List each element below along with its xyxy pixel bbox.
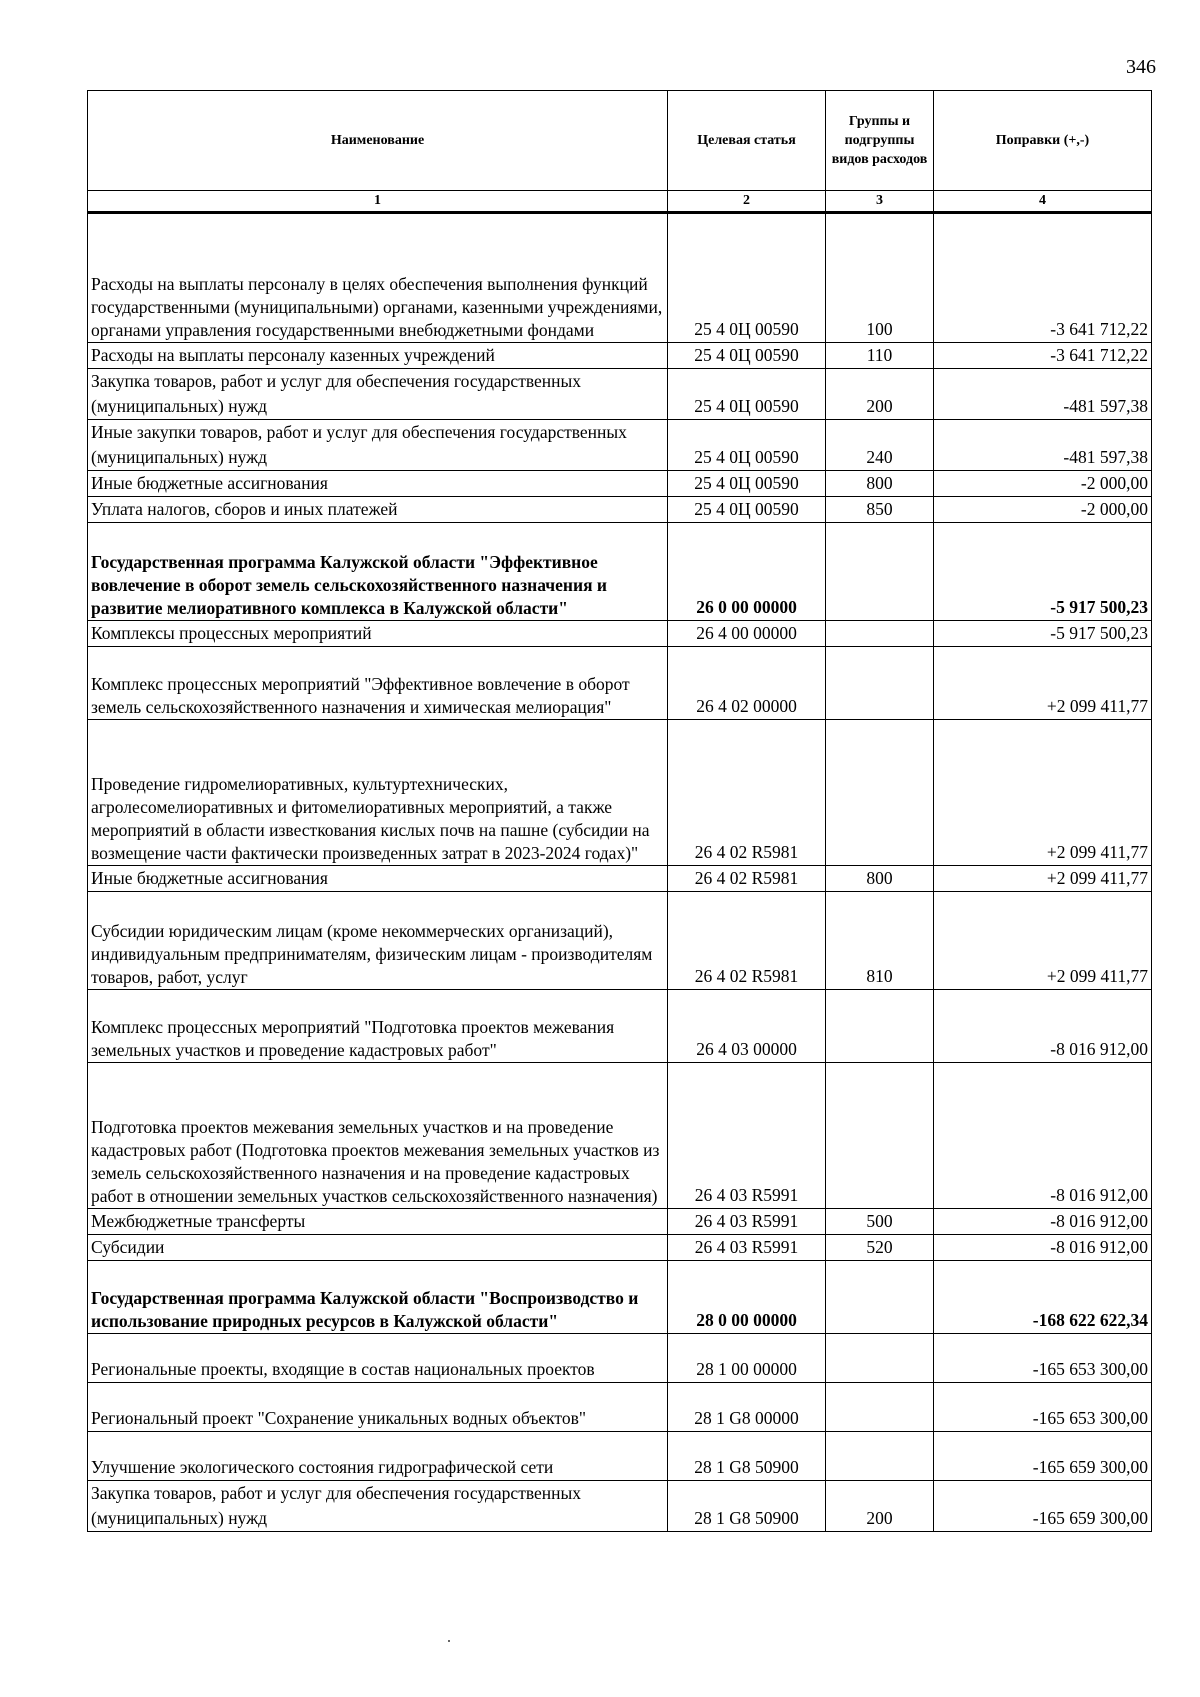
row-expense-group-cell: [826, 990, 934, 1063]
header-target-article: Целевая статья: [668, 91, 826, 191]
row-amount-cell: -5 917 500,23: [934, 523, 1152, 621]
row-target-article-cell: 26 4 03 00000: [668, 990, 826, 1063]
row-expense-group-cell: 110: [826, 343, 934, 369]
row-target-article-cell: 26 4 00 00000: [668, 621, 826, 647]
table-row: [88, 1063, 1152, 1209]
row-target-article-cell: 25 4 0Ц 00590: [668, 471, 826, 497]
row-amount-cell: -481 597,38: [934, 369, 1152, 420]
scan-speck: [448, 1640, 450, 1642]
table-row: [88, 1383, 1152, 1432]
row-amount-cell: -165 653 300,00: [934, 1383, 1152, 1432]
table-row: [88, 720, 1152, 866]
row-amount-cell: -165 659 300,00: [934, 1481, 1152, 1532]
row-target-article-cell: 25 4 0Ц 00590: [668, 420, 826, 471]
budget-table: [87, 90, 1152, 1532]
table-row: [88, 647, 1152, 720]
table-row: [88, 420, 1152, 471]
row-amount-cell: +2 099 411,77: [934, 892, 1152, 990]
header-amendments: Поправки (+,-): [934, 91, 1152, 191]
row-name-cell: Улучшение экологического состояния гидрографической сети: [88, 1432, 668, 1481]
row-amount-cell: -8 016 912,00: [934, 1063, 1152, 1209]
row-target-article-cell: 26 4 02 R5981: [668, 866, 826, 892]
table-row: [88, 1432, 1152, 1481]
row-name-cell: Государственная программа Калужской области "Эффективное вовлечение в оборот земель сельскохозяйственного назначения и развитие мелиоративного комплекса в Калужской области": [88, 523, 668, 621]
table-row: [88, 621, 1152, 647]
row-target-article-cell: 28 1 00 00000: [668, 1334, 826, 1383]
row-name-cell: Региональные проекты, входящие в состав национальных проектов: [88, 1334, 668, 1383]
row-expense-group-cell: 850: [826, 497, 934, 523]
row-amount-cell: -8 016 912,00: [934, 1209, 1152, 1235]
table-row: [88, 1235, 1152, 1261]
column-number: 1: [88, 191, 668, 213]
table-row: [88, 1261, 1152, 1334]
row-target-article-cell: 26 0 00 00000: [668, 523, 826, 621]
row-amount-cell: -5 917 500,23: [934, 621, 1152, 647]
row-amount-cell: +2 099 411,77: [934, 720, 1152, 866]
column-number: 4: [934, 191, 1152, 213]
column-number-row: [88, 191, 1152, 213]
row-target-article-cell: 26 4 03 R5991: [668, 1235, 826, 1261]
header-expense-groups: Группы и подгруппы видов расходов: [826, 91, 934, 191]
row-target-article-cell: 28 1 G8 50900: [668, 1432, 826, 1481]
row-name-cell: Проведение гидромелиоративных, культуртехнических, агролесомелиоративных и фитомелиоративных мероприятий, а также мероприятий в области известкования кислых почв на пашне (субсидии на возмещение части фактически произведенных затрат в 2023-2024 годах)": [88, 720, 668, 866]
row-name-cell: Комплексы процессных мероприятий: [88, 621, 668, 647]
table-row: [88, 1209, 1152, 1235]
row-expense-group-cell: [826, 1383, 934, 1432]
row-target-article-cell: 26 4 02 R5981: [668, 720, 826, 866]
row-expense-group-cell: [826, 1063, 934, 1209]
row-name-cell: Межбюджетные трансферты: [88, 1209, 668, 1235]
row-target-article-cell: 28 0 00 00000: [668, 1261, 826, 1334]
row-amount-cell: -3 641 712,22: [934, 343, 1152, 369]
row-target-article-cell: 26 4 02 00000: [668, 647, 826, 720]
row-name-cell: Иные бюджетные ассигнования: [88, 866, 668, 892]
row-target-article-cell: 25 4 0Ц 00590: [668, 213, 826, 343]
row-expense-group-cell: 800: [826, 866, 934, 892]
table-row: [88, 990, 1152, 1063]
row-name-cell: Иные бюджетные ассигнования: [88, 471, 668, 497]
row-name-cell: Иные закупки товаров, работ и услуг для обеспечения государственных (муниципальных) нужд: [88, 420, 668, 471]
row-expense-group-cell: 810: [826, 892, 934, 990]
row-amount-cell: -8 016 912,00: [934, 1235, 1152, 1261]
row-target-article-cell: 26 4 03 R5991: [668, 1209, 826, 1235]
row-target-article-cell: 25 4 0Ц 00590: [668, 497, 826, 523]
row-expense-group-cell: [826, 1334, 934, 1383]
row-expense-group-cell: 520: [826, 1235, 934, 1261]
row-target-article-cell: 25 4 0Ц 00590: [668, 343, 826, 369]
row-name-cell: Комплекс процессных мероприятий "Подготовка проектов межевания земельных участков и проведение кадастровых работ": [88, 990, 668, 1063]
row-name-cell: Государственная программа Калужской области "Воспроизводство и использование природных ресурсов в Калужской области": [88, 1261, 668, 1334]
row-name-cell: Подготовка проектов межевания земельных участков и на проведение кадастровых работ (Подготовка проектов межевания земельных участков из земель сельскохозяйственного назначения и на проведение кадастровых работ в отношении земельных участков сельскохозяйственного назначения): [88, 1063, 668, 1209]
row-name-cell: Региональный проект "Сохранение уникальных водных объектов": [88, 1383, 668, 1432]
row-name-cell: Уплата налогов, сборов и иных платежей: [88, 497, 668, 523]
table-row: [88, 866, 1152, 892]
row-target-article-cell: 28 1 G8 00000: [668, 1383, 826, 1432]
row-target-article-cell: 26 4 02 R5981: [668, 892, 826, 990]
row-amount-cell: -3 641 712,22: [934, 213, 1152, 343]
table-row: [88, 471, 1152, 497]
table-row: [88, 369, 1152, 420]
row-expense-group-cell: 200: [826, 1481, 934, 1532]
row-expense-group-cell: [826, 1261, 934, 1334]
row-amount-cell: +2 099 411,77: [934, 866, 1152, 892]
row-expense-group-cell: 100: [826, 213, 934, 343]
row-name-cell: Закупка товаров, работ и услуг для обеспечения государственных (муниципальных) нужд: [88, 369, 668, 420]
row-expense-group-cell: [826, 523, 934, 621]
table-row: [88, 497, 1152, 523]
table-row: [88, 343, 1152, 369]
row-target-article-cell: 25 4 0Ц 00590: [668, 369, 826, 420]
table-header-row: [88, 91, 1152, 191]
table-row: [88, 213, 1152, 343]
row-amount-cell: -168 622 622,34: [934, 1261, 1152, 1334]
row-amount-cell: -165 653 300,00: [934, 1334, 1152, 1383]
row-name-cell: Комплекс процессных мероприятий "Эффективное вовлечение в оборот земель сельскохозяйственного назначения и химическая мелиорация": [88, 647, 668, 720]
row-amount-cell: -481 597,38: [934, 420, 1152, 471]
row-name-cell: Субсидии: [88, 1235, 668, 1261]
column-number: 3: [826, 191, 934, 213]
row-target-article-cell: 26 4 03 R5991: [668, 1063, 826, 1209]
row-expense-group-cell: [826, 720, 934, 866]
row-expense-group-cell: 800: [826, 471, 934, 497]
row-amount-cell: +2 099 411,77: [934, 647, 1152, 720]
row-expense-group-cell: 240: [826, 420, 934, 471]
row-expense-group-cell: [826, 1432, 934, 1481]
table-row: [88, 892, 1152, 990]
row-amount-cell: -2 000,00: [934, 471, 1152, 497]
table-row: [88, 1334, 1152, 1383]
row-name-cell: Субсидии юридическим лицам (кроме некоммерческих организаций), индивидуальным предпринимателям, физическим лицам - производителям товаров, работ, услуг: [88, 892, 668, 990]
row-amount-cell: -8 016 912,00: [934, 990, 1152, 1063]
row-name-cell: Закупка товаров, работ и услуг для обеспечения государственных (муниципальных) нужд: [88, 1481, 668, 1532]
row-amount-cell: -2 000,00: [934, 497, 1152, 523]
table-row: [88, 523, 1152, 621]
row-expense-group-cell: 500: [826, 1209, 934, 1235]
row-name-cell: Расходы на выплаты персоналу в целях обеспечения выполнения функций государственными (муниципальными) органами, казенными учреждениями, органами управления государственными внебюджетными фондами: [88, 213, 668, 343]
table-row: [88, 1481, 1152, 1532]
row-amount-cell: -165 659 300,00: [934, 1432, 1152, 1481]
table-body: [88, 213, 1152, 1532]
column-number: 2: [668, 191, 826, 213]
row-expense-group-cell: [826, 621, 934, 647]
row-name-cell: Расходы на выплаты персоналу казенных учреждений: [88, 343, 668, 369]
page-number: 346: [1126, 56, 1156, 78]
row-expense-group-cell: [826, 647, 934, 720]
row-expense-group-cell: 200: [826, 369, 934, 420]
row-target-article-cell: 28 1 G8 50900: [668, 1481, 826, 1532]
header-name: Наименование: [88, 91, 668, 191]
